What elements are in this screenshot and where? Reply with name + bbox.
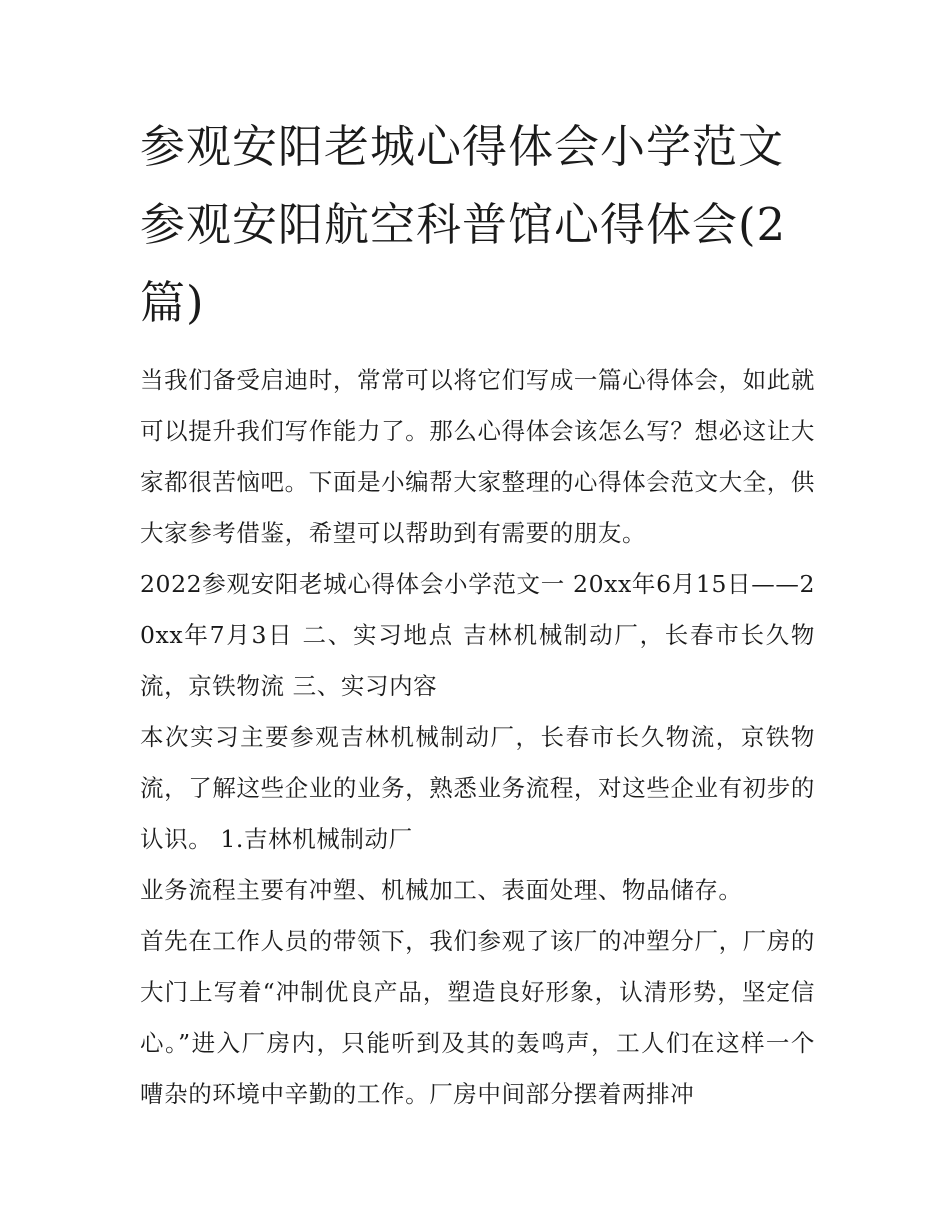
document-title: 参观安阳老城心得体会小学范文 参观安阳航空科普馆心得体会(2篇) [140,120,787,329]
document-page [140,108,815,1120]
paragraph-visit: 首先在工作人员的带领下，我们参观了该厂的冲塑分厂，厂房的大门上写着“冲制优良产品，塑造良好形象，认清形势，坚定信心。”进入厂房内，只能听到及其的轰鸣声，工人们在这样一个嘈杂的环境中辛勤的工作。厂房中间部分摆着两排冲 [140,927,815,1108]
paragraph-process: 业务流程主要有冲塑、机械加工、表面处理、物品储存。 [140,876,743,904]
paragraph-schedule: 2022参观安阳老城心得体会小学范文一 20xx年6月15日——20xx年7月3日 二、实习地点 吉林机械制动厂，长春市长久物流，京铁物流 三、实习内容 [140,570,815,700]
document-body [140,355,815,1120]
paragraph-content: 本次实习主要参观吉林机械制动厂，长春市长久物流，京铁物流，了解这些企业的业务，熟悉业务流程，对这些企业有初步的认识。 1.吉林机械制动厂 [140,723,815,853]
paragraph-intro: 当我们备受启迪时，常常可以将它们写成一篇心得体会，如此就可以提升我们写作能力了。那么心得体会该怎么写？想必这让大家都很苦恼吧。下面是小编帮大家整理的心得体会范文大全，供大家参考借鉴，希望可以帮助到有需要的朋友。 [140,366,815,547]
